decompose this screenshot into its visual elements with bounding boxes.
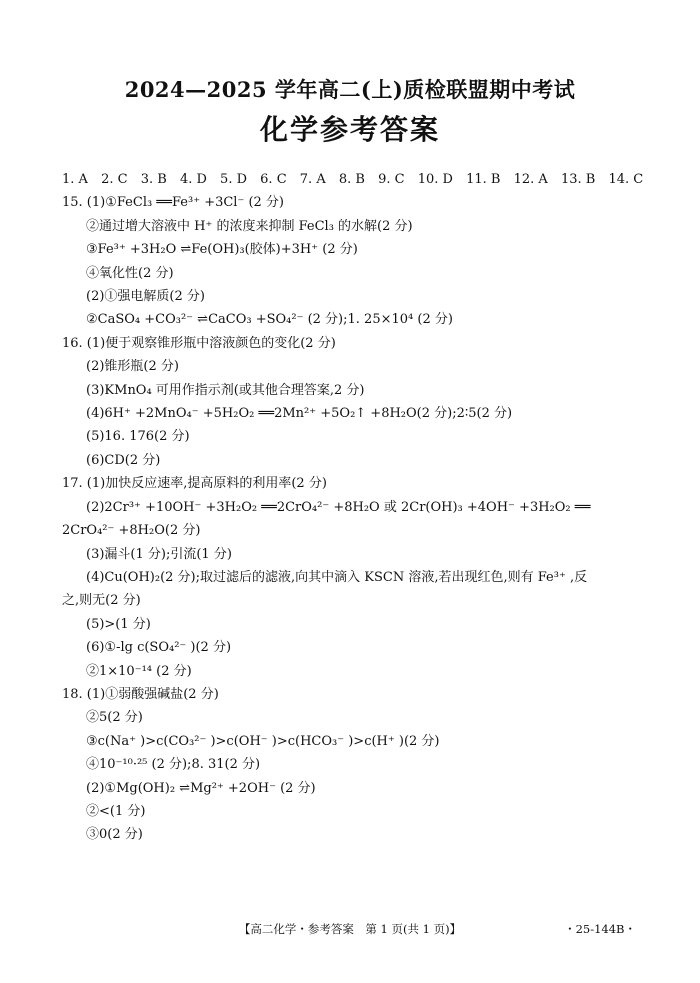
mc-answer: 8. B xyxy=(338,172,365,187)
mc-answer: 11. B xyxy=(466,172,501,187)
q17-line: (5)>(1 分) xyxy=(86,616,151,632)
page-footer: 【高二化学・参考答案 第 1 页(共 1 页)】 xyxy=(238,922,462,936)
exam-title: 2024—2025 学年高二(上)质检联盟期中考试 xyxy=(124,77,576,102)
q18-line: ③c(Na⁺ )>c(CO₃²⁻ )>c(OH⁻ )>c(HCO₃⁻ )>c(H⁺ )(2 分) xyxy=(86,733,440,749)
q17-line: 之,则无(2 分) xyxy=(62,593,141,609)
q16-line: 16. (1)便于观察锥形瓶中溶液颜色的变化(2 分) xyxy=(62,335,336,351)
q15-line: ②通过增大溶液中 H⁺ 的浓度来抑制 FeCl₃ 的水解(2 分) xyxy=(86,218,413,234)
q17-line: (3)漏斗(1 分);引流(1 分) xyxy=(86,546,232,562)
q18-line: ③0(2 分) xyxy=(86,827,143,843)
q15-line: ②CaSO₄ +CO₃²⁻ ⇌CaCO₃ +SO₄²⁻ (2 分);1. 25×10⁴ (2 分) xyxy=(86,312,453,328)
q18-line: 18. (1)①弱酸强碱盐(2 分) xyxy=(62,686,219,702)
q18-line: ②5(2 分) xyxy=(86,710,143,726)
q16-line: (6)CD(2 分) xyxy=(86,452,161,468)
q15-line: ④氧化性(2 分) xyxy=(86,265,174,281)
q17-line: 17. (1)加快反应速率,提高原料的利用率(2 分) xyxy=(62,476,327,492)
mc-answer: 5. D xyxy=(220,172,248,187)
answer-content xyxy=(62,168,644,847)
q15-line: (2)①强电解质(2 分) xyxy=(86,289,205,305)
mc-answer: 2. C xyxy=(101,172,128,187)
q18-line: ④10⁻¹⁰·²⁵ (2 分);8. 31(2 分) xyxy=(86,757,261,773)
mc-answer: 7. A xyxy=(299,172,326,187)
mc-answer: 10. D xyxy=(417,172,453,187)
mc-answer: 4. D xyxy=(179,172,207,187)
mc-answer: 14. C xyxy=(608,172,644,187)
q15-line: 15. (1)①FeCl₃ ══Fe³⁺ +3Cl⁻ (2 分) xyxy=(62,195,284,211)
q17-line: 2CrO₄²⁻ +8H₂O(2 分) xyxy=(62,523,201,539)
mc-answer: 3. B xyxy=(140,172,167,187)
mc-answer: 6. C xyxy=(260,172,287,187)
q18-line: (2)①Mg(OH)₂ ⇌Mg²⁺ +2OH⁻ (2 分) xyxy=(86,780,316,796)
mc-answer: 1. A xyxy=(62,172,88,187)
document-code: ・25-144B・ xyxy=(564,922,636,936)
q17-line: (6)①-lg c(SO₄²⁻ )(2 分) xyxy=(86,640,232,656)
multiple-choice-answers xyxy=(62,168,644,191)
mc-answer: 13. B xyxy=(560,172,596,187)
q16-line: (5)16. 176(2 分) xyxy=(86,429,190,445)
q16-line: (4)6H⁺ +2MnO₄⁻ +5H₂O₂ ══2Mn²⁺ +5O₂↑ +8H₂O(2 分);2∶5(2 分) xyxy=(86,406,513,422)
q17-line: (4)Cu(OH)₂(2 分);取过滤后的滤液,向其中滴入 KSCN 溶液,若出现红色,则有 Fe³⁺ ,反 xyxy=(86,569,588,585)
q16-line: (3)KMnO₄ 可用作指示剂(或其他合理答案,2 分) xyxy=(86,382,365,398)
q15-line: ③Fe³⁺ +3H₂O ⇌Fe(OH)₃(胶体)+3H⁺ (2 分) xyxy=(86,242,358,258)
q16-line: (2)锥形瓶(2 分) xyxy=(86,359,179,375)
q17-line: ②1×10⁻¹⁴ (2 分) xyxy=(86,663,192,679)
answer-key-title: 化学参考答案 xyxy=(259,113,440,146)
mc-answer: 12. A xyxy=(513,172,548,187)
q18-line: ②<(1 分) xyxy=(86,803,146,819)
q17-line: (2)2Cr³⁺ +10OH⁻ +3H₂O₂ ══2CrO₄²⁻ +8H₂O 或 2Cr(OH)₃ +4OH⁻ +3H₂O₂ ══ xyxy=(86,499,591,515)
mc-answer: 9. C xyxy=(378,172,405,187)
